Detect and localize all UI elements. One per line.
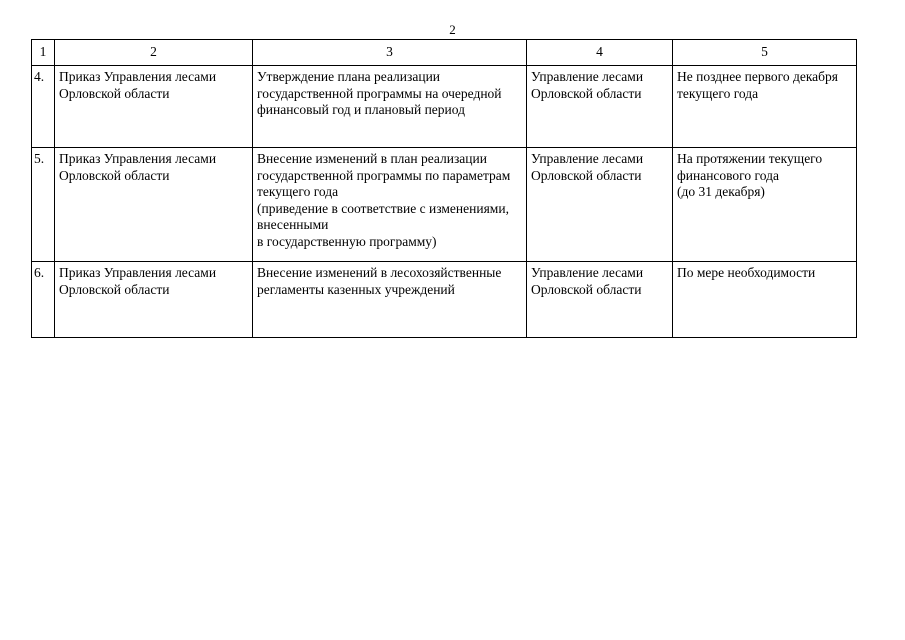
document-cell: Приказ Управления лесами Орловской области [55, 148, 253, 262]
action-line: Внесение изменений в план реализации государственной программы по параметрам текущего года [257, 151, 511, 199]
document-cell: Приказ Управления лесами Орловской области [55, 262, 253, 338]
row-number: 6. [32, 262, 55, 338]
row-number: 5. [32, 148, 55, 262]
action-cell: Утверждение плана реализации государственной программы на очередной финансовый год и плановый период [253, 66, 527, 148]
action-line: (приведение в соответствие с изменениями, внесенными [257, 200, 509, 232]
action-cell: Внесение изменений в лесохозяйственные регламенты казенных учреждений [253, 262, 527, 338]
column-header: 5 [673, 40, 857, 66]
deadline-line: (до 31 декабря) [677, 184, 765, 199]
deadline-cell: Не позднее первого декабря текущего года [673, 66, 857, 148]
deadline-cell: По мере необходимости [673, 262, 857, 338]
action-line: в государственную программу) [257, 233, 437, 249]
column-header: 3 [253, 40, 527, 66]
executor-cell: Управление лесами Орловской области [527, 66, 673, 148]
table-row [32, 262, 857, 338]
document-cell: Приказ Управления лесами Орловской области [55, 66, 253, 148]
column-header: 4 [527, 40, 673, 66]
page-number: 2 [449, 22, 456, 37]
row-number: 4. [32, 66, 55, 148]
executor-cell: Управление лесами Орловской области [527, 148, 673, 262]
executor-cell: Управление лесами Орловской области [527, 262, 673, 338]
table-row [32, 148, 857, 262]
deadline-line: На протяжении текущего финансового года [677, 151, 823, 183]
table-header-row [32, 40, 857, 66]
document-table [31, 39, 857, 338]
action-cell [253, 148, 527, 262]
column-header: 1 [32, 40, 55, 66]
column-header: 2 [55, 40, 253, 66]
deadline-cell [673, 148, 857, 262]
table-row [32, 66, 857, 148]
